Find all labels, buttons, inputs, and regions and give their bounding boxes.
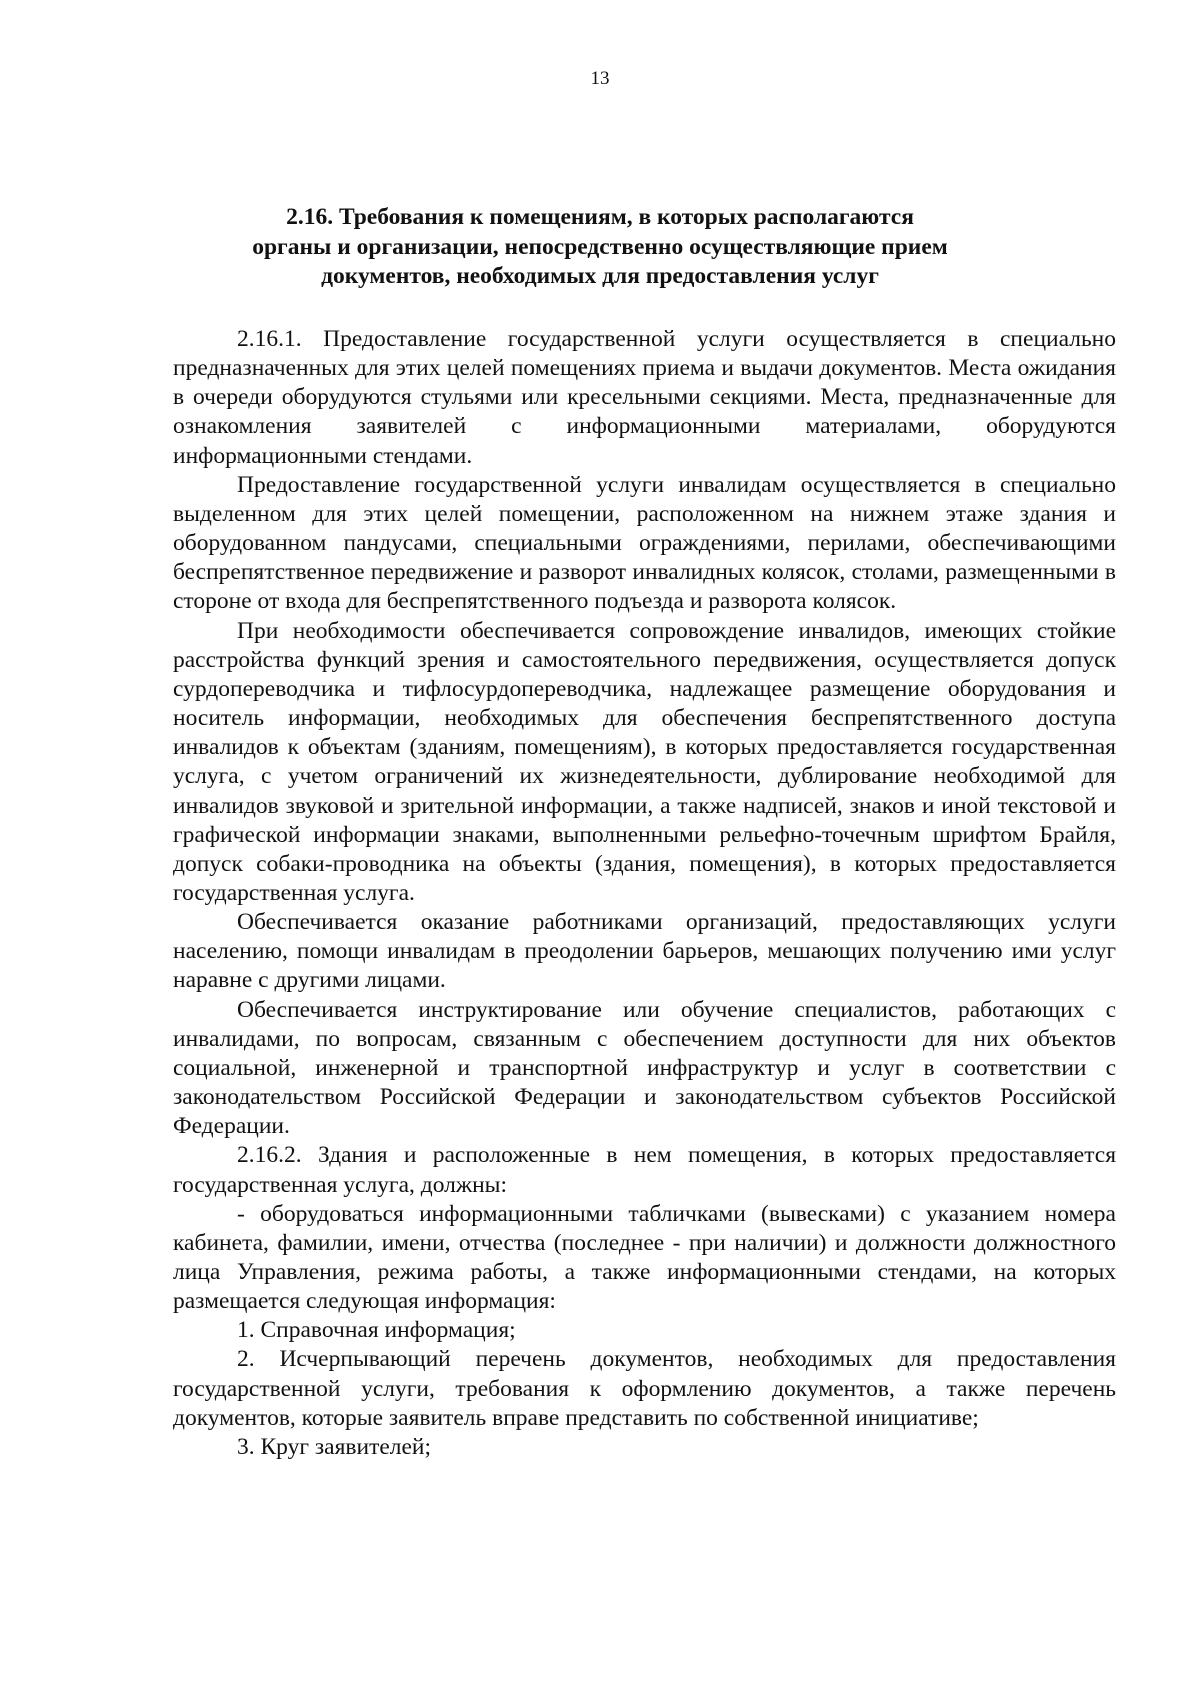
section-heading — [240, 203, 960, 292]
section-heading-line-2: органы и организации, непосредственно осуществляющие прием — [252, 233, 948, 260]
paragraph-2-16-2: 2.16.2. Здания и расположенные в нем помещения, в которых предоставляется государственная услуга, должны: — [173, 1142, 1116, 1198]
paragraph-disabled-access: Предоставление государственной услуги инвалидам осуществляется в специально выделенном для этих целей помещении, расположенном на нижнем этаже здания и оборудованном пандусами, специальными ограждениями, перилами, обеспечивающими беспрепятственное передвижение и разворот инвалидных колясок, столами, размещенными в стороне от входа для беспрепятственного подъезда и разворота колясок. — [173, 471, 1116, 615]
list-item-2: 2. Исчерпывающий перечень документов, необходимых для предоставления государственной услуги, требования к оформлению документов, а также перечень документов, которые заявитель вправе представить по собственной инициативе; — [173, 1346, 1116, 1431]
paragraph-training: Обеспечивается инструктирование или обучение специалистов, работающих с инвалидами, по вопросам, связанным с обеспечением доступности для них объектов социальной, инженерной и транспортной инфраструктур и услуг в соответствии с законодательством Российской Федерации и законодательством субъектов Российской Федерации. — [173, 996, 1116, 1140]
list-item-1: 1. Справочная информация; — [237, 1317, 516, 1344]
paragraph-2-16-1: 2.16.1. Предоставление государственной услуги осуществляется в специально предназначенных для этих целей помещениях приема и выдачи документов. Места ожидания в очереди оборудуются стульями или кресельными секциями. Места, предназначенные для ознакомления заявителей с информационными материалами, оборудуются информационными стендами. — [173, 326, 1116, 469]
paragraph-signage: - оборудоваться информационными табличками (вывесками) с указанием номера кабинета, фамилии, имени, отчества (последнее - при наличии) и должности должностного лица Управления, режима работы, а также информационными стендами, на которых размещается следующая информация: — [173, 1200, 1116, 1315]
body-text — [173, 325, 1116, 1462]
section-heading-line-3: документов, необходимых для предоставления услуг — [321, 263, 879, 289]
paragraph-escort: При необходимости обеспечивается сопровождение инвалидов, имеющих стойкие расстройства функций зрения и самостоятельного передвижения, осуществляется допуск сурдопереводчика и тифлосурдопереводчика, надлежащее размещение оборудования и носитель информации, необходимых для обеспечения беспрепятственного доступа инвалидов к объектам (зданиям, помещениям), в которых предоставляется государственная услуга, с учетом ограничений их жизнедеятельности, дублирование необходимой для инвалидов звуковой и зрительной информации, а также надписей, знаков и иной текстовой и графической информации знаками, выполненными рельефно-точечным шрифтом Брайля, допуск собаки-проводника на объекты (здания, помещения), в которых предоставляется государственная услуга. — [173, 617, 1116, 906]
paragraph-assistance: Обеспечивается оказание работниками организаций, предоставляющих услуги населению, помощи инвалидам в преодолении барьеров, мешающих получению ими услуг наравне с другими лицами. — [173, 909, 1116, 994]
section-heading-line-1: 2.16. Требования к помещениям, в которых располагаются — [286, 204, 914, 230]
list-item-3: 3. Круг заявителей; — [237, 1433, 432, 1460]
page-number: 13 — [590, 68, 610, 89]
